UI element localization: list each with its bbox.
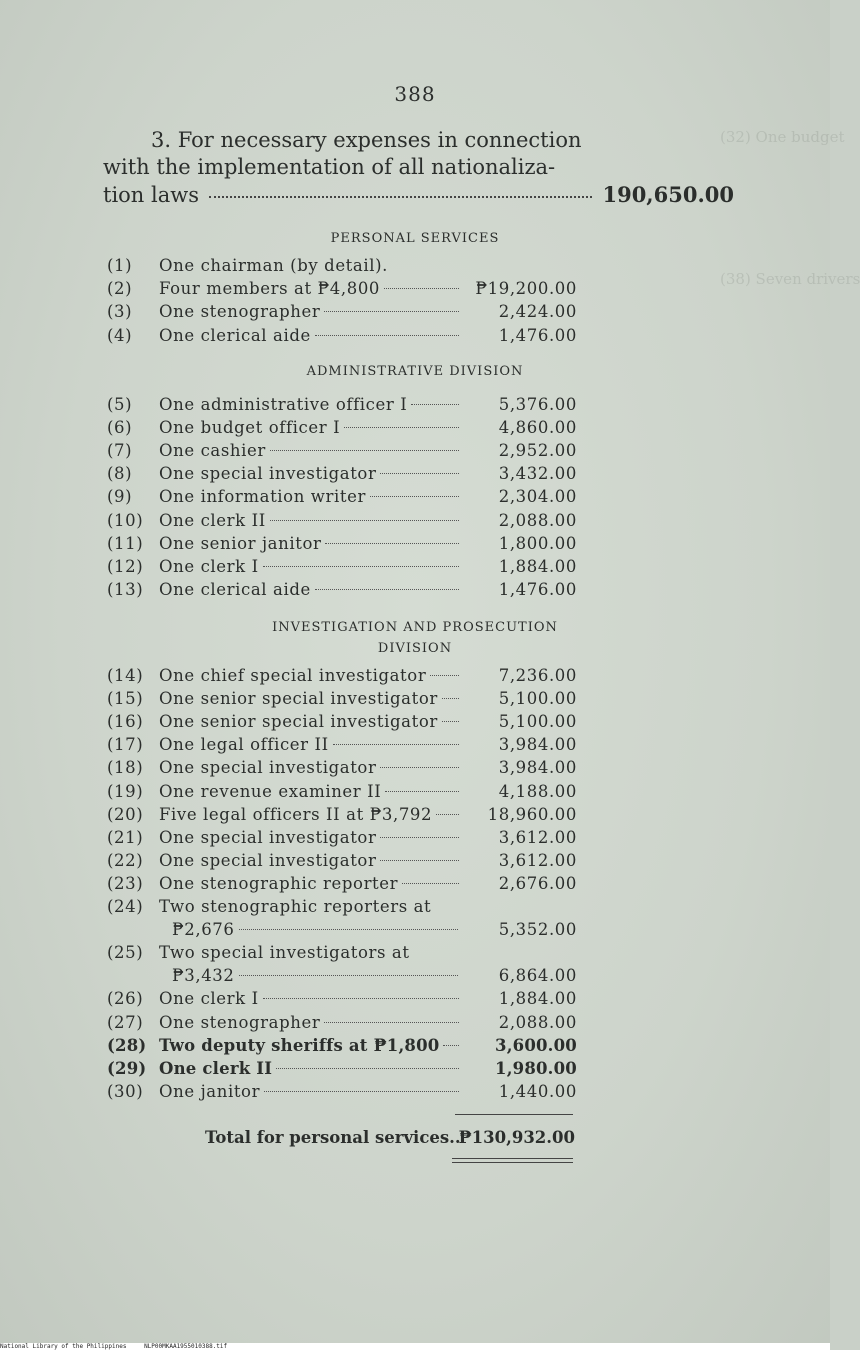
leader-dots (436, 814, 459, 815)
leader-dots (380, 860, 459, 861)
item-number: (14) (107, 666, 144, 685)
line-item (107, 1011, 577, 1034)
leader-dots (380, 837, 459, 838)
item-amount: 1,476.00 (498, 325, 577, 345)
item-description-text: One senior special investigator (159, 712, 438, 732)
item-description-text: Two deputy sheriffs at ₱1,800 (159, 1035, 440, 1055)
total-double-rule (452, 1158, 573, 1163)
line-item (107, 895, 577, 918)
intro-line-2: with the implementation of all nationaliza- (103, 155, 556, 179)
item-description (159, 532, 459, 555)
item-description-text: One special investigator (159, 464, 377, 484)
leader-dots (209, 196, 592, 198)
line-item (107, 710, 577, 733)
item-number: (8) (107, 464, 133, 484)
line-item (107, 300, 577, 323)
item-description (159, 462, 459, 485)
item-description (159, 1057, 459, 1080)
line-item (107, 578, 577, 601)
item-description-text: One janitor (159, 1081, 261, 1101)
item-number: (23) (107, 873, 144, 893)
item-number: (2) (107, 279, 133, 299)
item-amount: 1,884.00 (498, 556, 577, 576)
page-number: 388 (394, 82, 436, 106)
item-description (159, 578, 459, 601)
item-description-text: One clerk I (159, 989, 259, 1009)
leader-dots (324, 1022, 459, 1023)
item-number: (1) (107, 256, 133, 275)
leader-dots (370, 496, 459, 497)
item-number: (30) (107, 1081, 144, 1101)
item-number: (9) (107, 487, 133, 507)
item-amount: 3,432.00 (498, 464, 577, 484)
leader-dots (384, 288, 459, 289)
line-item (107, 803, 577, 826)
leader-dots (402, 883, 459, 884)
item-amount: 2,088.00 (498, 1012, 577, 1032)
line-item (107, 1057, 577, 1080)
line-item (107, 664, 577, 687)
leader-dots (325, 543, 459, 544)
item-description-text: One stenographic reporter (159, 873, 399, 893)
item-description-text: Four members at ₱4,800 (159, 279, 381, 299)
item-description (159, 1080, 459, 1103)
item-number: (11) (107, 533, 144, 553)
leader-dots (270, 450, 459, 451)
item-description-text: One chairman (by detail). (159, 256, 388, 275)
item-description (159, 300, 459, 323)
item-description (159, 710, 459, 733)
item-amount: 2,952.00 (498, 441, 577, 461)
item-rate: ₱2,676 (172, 920, 235, 940)
footer-library: National Library of the Philippines (0, 1343, 127, 1350)
line-item (107, 509, 577, 532)
line-item-continuation (159, 918, 577, 941)
item-amount: 3,612.00 (498, 827, 577, 847)
item-number: (19) (107, 781, 144, 801)
item-description-text: One cashier (159, 441, 266, 461)
item-description-text: One budget officer I (159, 418, 341, 438)
item-description (159, 555, 459, 578)
line-item (107, 393, 577, 416)
line-item (107, 941, 577, 964)
item-description (159, 324, 459, 347)
bleed-through: (32) One budget (720, 128, 845, 146)
leader-dots (315, 335, 459, 336)
leader-dots (442, 698, 459, 699)
item-number: (28) (107, 1035, 147, 1055)
item-number: (13) (107, 579, 144, 599)
line-item (107, 254, 577, 277)
leader-dots (430, 675, 459, 676)
line-item (107, 324, 577, 347)
item-amount: 4,860.00 (498, 418, 577, 438)
item-amount: 4,188.00 (498, 781, 577, 801)
item-description (159, 803, 459, 826)
item-amount: 3,984.00 (498, 735, 577, 755)
item-amount: 1,476.00 (498, 579, 577, 599)
intro-line-3-text: tion laws (103, 183, 199, 207)
item-amount: 7,236.00 (498, 666, 577, 685)
item-description (159, 277, 459, 300)
item-rate: ₱3,432 (172, 966, 235, 986)
item-description-text: One administrative officer I (159, 395, 408, 414)
leader-dots (344, 427, 459, 428)
total-row (205, 1126, 575, 1149)
line-item (107, 780, 577, 803)
leader-dots (411, 404, 459, 405)
line-item (107, 849, 577, 872)
item-description-text: One clerical aide (159, 579, 311, 599)
item-number: (4) (107, 325, 133, 345)
item-description-text: One special investigator (159, 758, 377, 778)
footer-filename: NLP00MKAA1955010388.tif (144, 1343, 228, 1350)
line-item (107, 872, 577, 895)
section-heading-personal: PERSONAL SERVICES (330, 231, 500, 246)
leader-dots (239, 975, 459, 976)
line-item (107, 987, 577, 1010)
intro-line-3 (103, 181, 743, 209)
line-item (107, 555, 577, 578)
item-description-text: One special investigator (159, 827, 377, 847)
item-description-text: One clerical aide (159, 325, 311, 345)
item-number: (29) (107, 1058, 147, 1078)
item-amount: 1,884.00 (498, 989, 577, 1009)
item-number: (16) (107, 712, 144, 732)
item-description (159, 509, 459, 532)
line-item (107, 277, 577, 300)
item-number: (22) (107, 850, 144, 870)
section-heading-admin: ADMINISTRATIVE DIVISION (306, 364, 524, 379)
item-number: (17) (107, 735, 144, 755)
item-description-text: One clerk I (159, 556, 259, 576)
item-amount: 2,424.00 (498, 302, 577, 322)
line-item (107, 1080, 577, 1103)
item-description (159, 1034, 459, 1057)
item-number: (6) (107, 418, 133, 438)
item-description-continued (172, 964, 458, 987)
total-amount: ₱130,932.00 (458, 1128, 575, 1147)
leader-dots (385, 791, 459, 792)
item-amount: 3,984.00 (498, 758, 577, 778)
item-number: (15) (107, 689, 144, 709)
item-amount: 3,600.00 (495, 1035, 577, 1055)
line-item (107, 826, 577, 849)
item-description (159, 987, 459, 1010)
appropriation-item (103, 127, 743, 209)
line-item (107, 532, 577, 555)
item-amount: 2,676.00 (498, 873, 577, 893)
item-description (159, 393, 459, 416)
item-description (159, 664, 459, 687)
item-description-text: One stenographer (159, 1012, 321, 1032)
item-description (159, 895, 459, 918)
leader-dots (380, 473, 459, 474)
item-number: (24) (107, 897, 144, 916)
item-description-text: One chief special investigator (159, 666, 427, 685)
leader-dots (239, 929, 459, 930)
item-description (159, 826, 459, 849)
leader-dots (443, 1045, 459, 1046)
line-item (107, 1034, 577, 1057)
line-item (107, 439, 577, 462)
leader-dots (263, 566, 459, 567)
item-description (159, 756, 459, 779)
leader-dots (264, 1091, 459, 1092)
item-amount: 2,304.00 (498, 487, 577, 507)
item-number: (25) (107, 943, 144, 963)
item-description (159, 733, 459, 756)
line-item-continuation (159, 964, 577, 987)
item-description-continued (172, 918, 458, 941)
item-number: (27) (107, 1012, 144, 1032)
item-amount: 5,352.00 (498, 920, 577, 940)
intro-amount: 190,650.00 (602, 182, 734, 207)
item-description (159, 780, 459, 803)
item-amount: 5,100.00 (498, 689, 577, 709)
item-amount: 1,440.00 (498, 1081, 577, 1101)
item-amount: 6,864.00 (498, 966, 577, 986)
item-number: (18) (107, 758, 144, 778)
item-number: (12) (107, 556, 144, 576)
section-heading-investigation: INVESTIGATION AND PROSECUTION (272, 620, 558, 635)
item-description (159, 254, 459, 277)
item-description (159, 849, 459, 872)
item-description-text: One senior special investigator (159, 689, 438, 709)
item-number: (10) (107, 510, 144, 530)
item-amount: 2,088.00 (498, 510, 577, 530)
item-description-text: Two special investigators at (159, 943, 410, 963)
leader-dots (263, 998, 459, 999)
subtotal-rule (455, 1114, 573, 1115)
item-description-text: One revenue examiner II (159, 781, 382, 801)
item-description (159, 1011, 459, 1034)
item-number: (5) (107, 395, 133, 414)
intro-line-1: 3. For necessary expenses in connection (151, 128, 582, 152)
item-number: (26) (107, 989, 144, 1009)
item-amount: 18,960.00 (487, 804, 577, 824)
leader-dots (333, 744, 459, 745)
item-number: (21) (107, 827, 144, 847)
item-description-text: One special investigator (159, 850, 377, 870)
bleed-through: (38) Seven drivers (720, 270, 860, 288)
item-description (159, 872, 459, 895)
line-item (107, 485, 577, 508)
item-description-text: One legal officer II (159, 735, 329, 755)
item-number: (3) (107, 302, 133, 322)
line-item (107, 416, 577, 439)
item-description (159, 941, 459, 964)
item-description-text: One information writer (159, 487, 366, 507)
item-description-text: One senior janitor (159, 533, 322, 553)
item-description-text: Five legal officers II at ₱3,792 (159, 804, 433, 824)
item-description (159, 485, 459, 508)
item-description (159, 439, 459, 462)
line-item (107, 687, 577, 710)
item-amount: ₱19,200.00 (475, 279, 577, 299)
item-description-text: Two stenographic reporters at (159, 897, 432, 916)
item-amount: 5,376.00 (498, 395, 577, 414)
leader-dots (324, 311, 459, 312)
leader-dots (442, 721, 459, 722)
item-description (159, 416, 459, 439)
item-number: (7) (107, 441, 133, 461)
total-label: Total for personal services.. (205, 1128, 461, 1147)
line-item (107, 756, 577, 779)
item-description-text: One stenographer (159, 302, 321, 322)
line-item (107, 733, 577, 756)
item-amount: 1,800.00 (498, 533, 577, 553)
leader-dots (315, 589, 459, 590)
leader-dots (380, 767, 459, 768)
line-item (107, 462, 577, 485)
item-description-text: One clerk II (159, 510, 266, 530)
item-amount: 5,100.00 (498, 712, 577, 732)
item-amount: 1,980.00 (495, 1058, 577, 1078)
item-description-text: One clerk II (159, 1058, 273, 1078)
leader-dots (276, 1068, 459, 1069)
scan-footer (0, 1343, 830, 1350)
leader-dots (270, 520, 459, 521)
item-number: (20) (107, 804, 144, 824)
section-heading-division: DIVISION (377, 641, 453, 656)
item-description (159, 687, 459, 710)
item-amount: 3,612.00 (498, 850, 577, 870)
